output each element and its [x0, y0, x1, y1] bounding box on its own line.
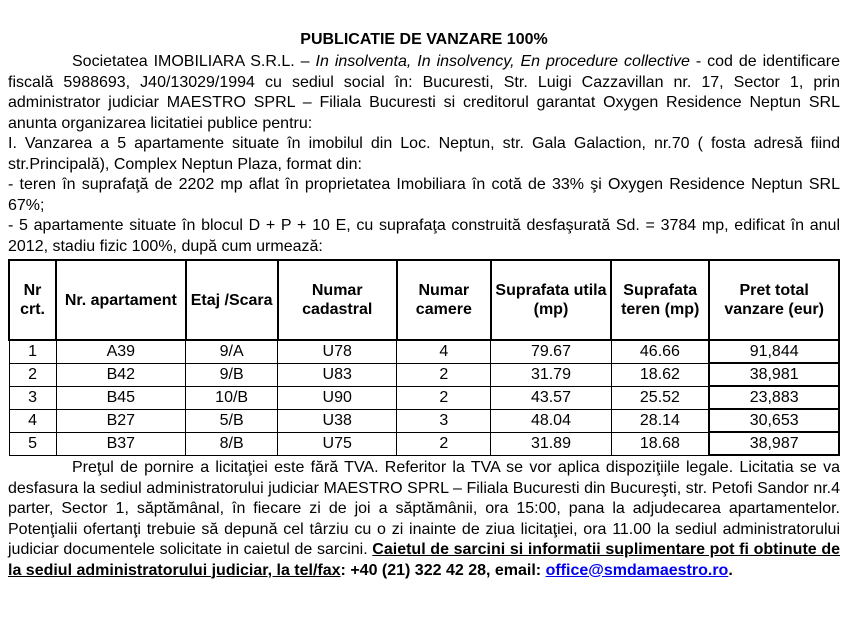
table-cell: 9/B: [186, 363, 278, 386]
column-header: Etaj /Scara: [186, 260, 278, 340]
table-cell: 3: [9, 386, 56, 409]
table-cell: 30,653: [709, 409, 839, 432]
table-cell: 79.67: [491, 340, 611, 363]
table-cell: B45: [56, 386, 186, 409]
table-cell: 43.57: [491, 386, 611, 409]
table-header-row: [9, 260, 839, 340]
contact-phone: : +40 (21) 322 42 28, email:: [340, 561, 546, 579]
sale-item-apartments: - 5 apartamente situate în blocul D + P + 10 E, cu suprafaţa construită desfaşurată Sd. = 3784 mp, edificat în anul 2012, stadiu fizic 100%, după cum urmează:: [8, 217, 840, 255]
sale-item-land: - teren în suprafaţă de 2202 mp aflat în proprietatea Imobiliara în cotă de 33% şi Oxygen Residence Neptun SRL 67%;: [8, 176, 840, 214]
table-cell: 31.79: [491, 363, 611, 386]
table-cell: B27: [56, 409, 186, 432]
table-cell: 2: [397, 363, 491, 386]
publication: [8, 30, 840, 581]
table-cell: 2: [397, 432, 491, 455]
table-cell: 31.89: [491, 432, 611, 455]
intro-company: Societatea IMOBILIARA S.R.L. –: [72, 53, 316, 70]
table-cell: 2: [397, 386, 491, 409]
closing-end: .: [728, 561, 733, 579]
table-cell: A39: [56, 340, 186, 363]
table-cell: 3: [397, 409, 491, 432]
insolvency-status: In insolventa, In insolvency, En procedure collective: [315, 53, 690, 70]
table-cell: 18.68: [611, 432, 709, 455]
table-cell: 46.66: [611, 340, 709, 363]
table-cell: 5/B: [186, 409, 278, 432]
table-cell: U75: [278, 432, 397, 455]
sale-item-1: I. Vanzarea a 5 apartamente situate în imobilul din Loc. Neptun, str. Gala Galaction, nr.70 ( fosta adresă fiind str.Principală), Complex Neptun Plaza, format din:: [8, 135, 840, 173]
table-cell: U90: [278, 386, 397, 409]
table-row: [9, 432, 839, 455]
table-cell: 48.04: [491, 409, 611, 432]
table-cell: 38,981: [709, 363, 839, 386]
apartments-table: [8, 259, 840, 456]
table-cell: 8/B: [186, 432, 278, 455]
table-cell: 10/B: [186, 386, 278, 409]
closing-paragraph: [8, 458, 840, 581]
column-header: Nr. apartament: [56, 260, 186, 340]
column-header: Numar cadastral: [278, 260, 397, 340]
table-cell: 4: [397, 340, 491, 363]
table-row: [9, 340, 839, 363]
table-cell: U83: [278, 363, 397, 386]
table-row: [9, 363, 839, 386]
column-header: Nr crt.: [9, 260, 56, 340]
column-header: Numar camere: [397, 260, 491, 340]
table-body: [9, 340, 839, 455]
table-cell: U38: [278, 409, 397, 432]
table-cell: 38,987: [709, 432, 839, 455]
table-cell: 91,844: [709, 340, 839, 363]
email-link[interactable]: office@smdamaestro.ro: [545, 561, 729, 579]
table-cell: 5: [9, 432, 56, 455]
column-header: Suprafata teren (mp): [611, 260, 709, 340]
table-cell: 9/A: [186, 340, 278, 363]
info-notice: Caietul de sarcini si informatii suplimentare pot fi obtinute de la sediul administratorului judiciar, la tel/fax: [8, 541, 840, 579]
table-cell: 18.62: [611, 363, 709, 386]
table-cell: 25.52: [611, 386, 709, 409]
table-cell: 4: [9, 409, 56, 432]
table-cell: B37: [56, 432, 186, 455]
table-row: [9, 386, 839, 409]
table-cell: 23,883: [709, 386, 839, 409]
intro-paragraph: [8, 52, 840, 134]
closing-text: Preţul de pornire a licitaţiei este fără TVA. Referitor la TVA se vor aplica dispoziţiile legale. Licitatia se va desfasura la sediul administratorului judiciar MAESTRO SPRL – Filiala Bucuresti din Bucureşti, str. Petofi Sandor nr.4 parter, Sector 1, săptămânal, în fiecare zi de joi a săptămânii, ora 15:00, pana la adjudecarea apartamentelor. Potenţialii ofertanţi trebuie să depună cel târziu cu o zi inainte de ziua licitaţiei, ora 11.00 la sediul administratorului judiciar documentele solicitate in caietul de sarcini.: [8, 459, 840, 558]
intro-rest: - cod de identificare fiscală 5988693, J40/13029/1994 cu sediul social în: Bucuresti, Str. Luigi Cazzavillan nr. 17, Sector 1, prin administrator judiciar MAESTRO SPRL – Filiala Bucuresti si creditorul garantat Oxygen Residence Neptun SRL anunta organizarea licitatiei publice pentru:: [8, 53, 841, 132]
page-title: PUBLICATIE DE VANZARE 100%: [300, 31, 548, 48]
column-header: Suprafata utila (mp): [491, 260, 611, 340]
table-cell: 28.14: [611, 409, 709, 432]
table-cell: 1: [9, 340, 56, 363]
table-row: [9, 409, 839, 432]
table-cell: U78: [278, 340, 397, 363]
column-header: Pret total vanzare (eur): [709, 260, 839, 340]
table-cell: B42: [56, 363, 186, 386]
table-cell: 2: [9, 363, 56, 386]
